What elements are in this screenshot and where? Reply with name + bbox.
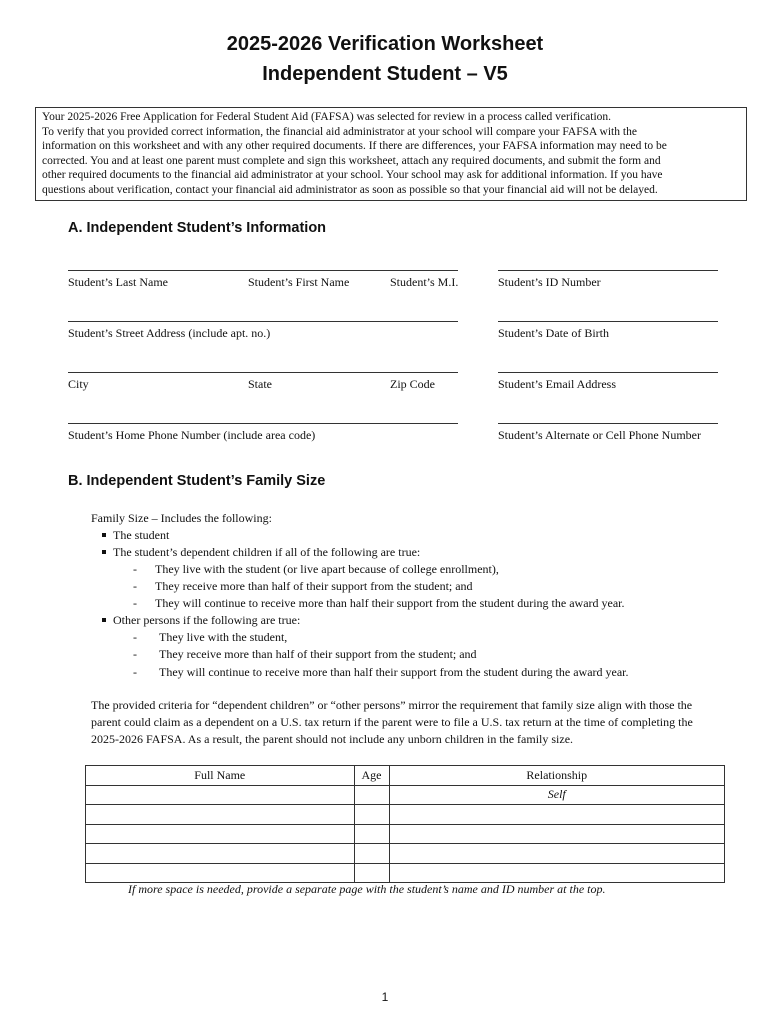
age-cell[interactable] [354,863,389,883]
sub-bullet-item: - They receive more than half of their support from the student; and [133,647,477,661]
bullet-text: Other persons if the following are true: [113,613,301,627]
age-cell[interactable] [354,824,389,844]
intro-line: other required documents to the financial aid administrator at your school. Your school may ask for additional information. If you have [42,169,663,182]
bullet-item [102,545,420,560]
alt-phone-label: Student’s Alternate or Cell Phone Number [498,428,701,442]
section-a-heading: A. Independent Student’s Information [68,220,327,236]
page-title: 2025-2026 Verification Worksheet [226,33,544,55]
intro-box [35,107,747,201]
intro-line: To verify that you provided correct information, the financial aid administrator at your school will compare your FAFSA with the [42,125,637,138]
bullet-text: The student [113,528,170,542]
sub-bullet-text: They will continue to receive more than half their support from the student during the award year. [155,596,625,610]
intro-line: Your 2025-2026 Free Application for Federal Student Aid (FAFSA) was selected for review in a process called verification. [42,111,612,123]
age-cell[interactable] [354,785,389,805]
dob-label: Student’s Date of Birth [498,326,609,340]
column-header-age: Age [354,766,389,786]
street-label: Student’s Street Address (include apt. no.) [68,326,271,340]
table-row [86,824,725,844]
relationship-cell[interactable] [389,805,725,825]
sub-bullet-item: - They live with the student, [133,630,288,644]
table-row [86,863,725,883]
bullet-square-icon [102,533,106,537]
sub-bullet-text: They live with the student, [159,630,288,644]
sub-bullet-text: They receive more than half of their support from the student; and [155,579,473,593]
name-entry-line[interactable] [68,270,458,271]
sub-bullet-item: - They will continue to receive more than half their support from the student during the award year. [133,596,625,610]
table-row [86,805,725,825]
bullet-square-icon [102,550,106,554]
full-name-cell[interactable] [86,805,355,825]
section-b-heading: B. Independent Student’s Family Size [68,473,326,489]
sub-bullet-item: - They will continue to receive more than half their support from the student during the award year. [133,665,629,679]
home-phone-label: Student’s Home Phone Number (include area code) [68,428,316,442]
criteria-line: 2025-2026 FAFSA. As a result, the parent should not include any unborn children in the family size. [91,732,574,746]
id-number-label: Student’s ID Number [498,275,601,289]
column-header-relationship: Relationship [389,766,725,786]
relationship-cell: Self [389,785,725,805]
criteria-line: The provided criteria for “dependent children” or “other persons” mirror the requirement that family size align with those the [91,698,693,712]
relationship-cell[interactable] [389,824,725,844]
bullet-text: The student’s dependent children if all of the following are true: [113,545,421,559]
full-name-cell[interactable] [86,824,355,844]
page-subtitle: Independent Student – V5 [262,63,508,85]
age-cell[interactable] [354,805,389,825]
mi-label: Student’s M.I. [390,275,459,289]
family-size-intro: Family Size – Includes the following: [91,511,272,525]
home-phone-entry-line[interactable] [68,423,458,424]
bullet-item [102,528,169,543]
column-header-full-name: Full Name [86,766,355,786]
city-state-zip-entry-line[interactable] [68,372,458,373]
email-entry-line[interactable] [498,372,718,373]
family-size-table [85,765,725,883]
relationship-cell[interactable] [389,844,725,864]
sub-bullet-text: They will continue to receive more than half their support from the student during the award year. [159,665,629,679]
full-name-cell[interactable] [86,785,355,805]
criteria-paragraph [91,697,731,748]
state-label: State [248,377,272,391]
age-cell[interactable] [354,844,389,864]
full-name-cell[interactable] [86,863,355,883]
intro-line: information on this worksheet and with any other required documents. If there are differences, your FAFSA information may need to be [42,140,667,153]
page-number: 1 [381,990,389,1004]
dob-entry-line[interactable] [498,321,718,322]
criteria-line: parent could claim as a dependent on a U.S. tax return if the parent were to file a U.S. tax return at the time of completing the [91,715,693,729]
table-row [86,844,725,864]
street-entry-line[interactable] [68,321,458,322]
email-label: Student’s Email Address [498,377,616,391]
intro-line: corrected. You and at least one parent must complete and sign this worksheet, attach any required documents, and submit the form and [42,154,661,167]
id-number-entry-line[interactable] [498,270,718,271]
city-label: City [68,377,89,391]
intro-line: questions about verification, contact your financial aid administrator as soon as possible so that your financial aid will not be delayed. [42,183,658,196]
table-row [86,785,725,805]
sub-bullet-text: They live with the student (or live apart because of college enrollment), [155,562,499,576]
relationship-cell[interactable] [389,863,725,883]
bullet-square-icon [102,618,106,622]
first-name-label: Student’s First Name [248,275,350,289]
sub-bullet-item: - They live with the student (or live apart because of college enrollment), [133,562,499,576]
table-header-row [86,766,725,786]
zip-label: Zip Code [390,377,435,391]
bullet-item [102,613,300,628]
alt-phone-entry-line[interactable] [498,423,718,424]
last-name-label: Student’s Last Name [68,275,168,289]
sub-bullet-text: They receive more than half of their support from the student; and [159,647,477,661]
full-name-cell[interactable] [86,844,355,864]
more-space-note: If more space is needed, provide a separate page with the student’s name and ID number at the top. [128,882,606,896]
sub-bullet-item: - They receive more than half of their support from the student; and [133,579,473,593]
